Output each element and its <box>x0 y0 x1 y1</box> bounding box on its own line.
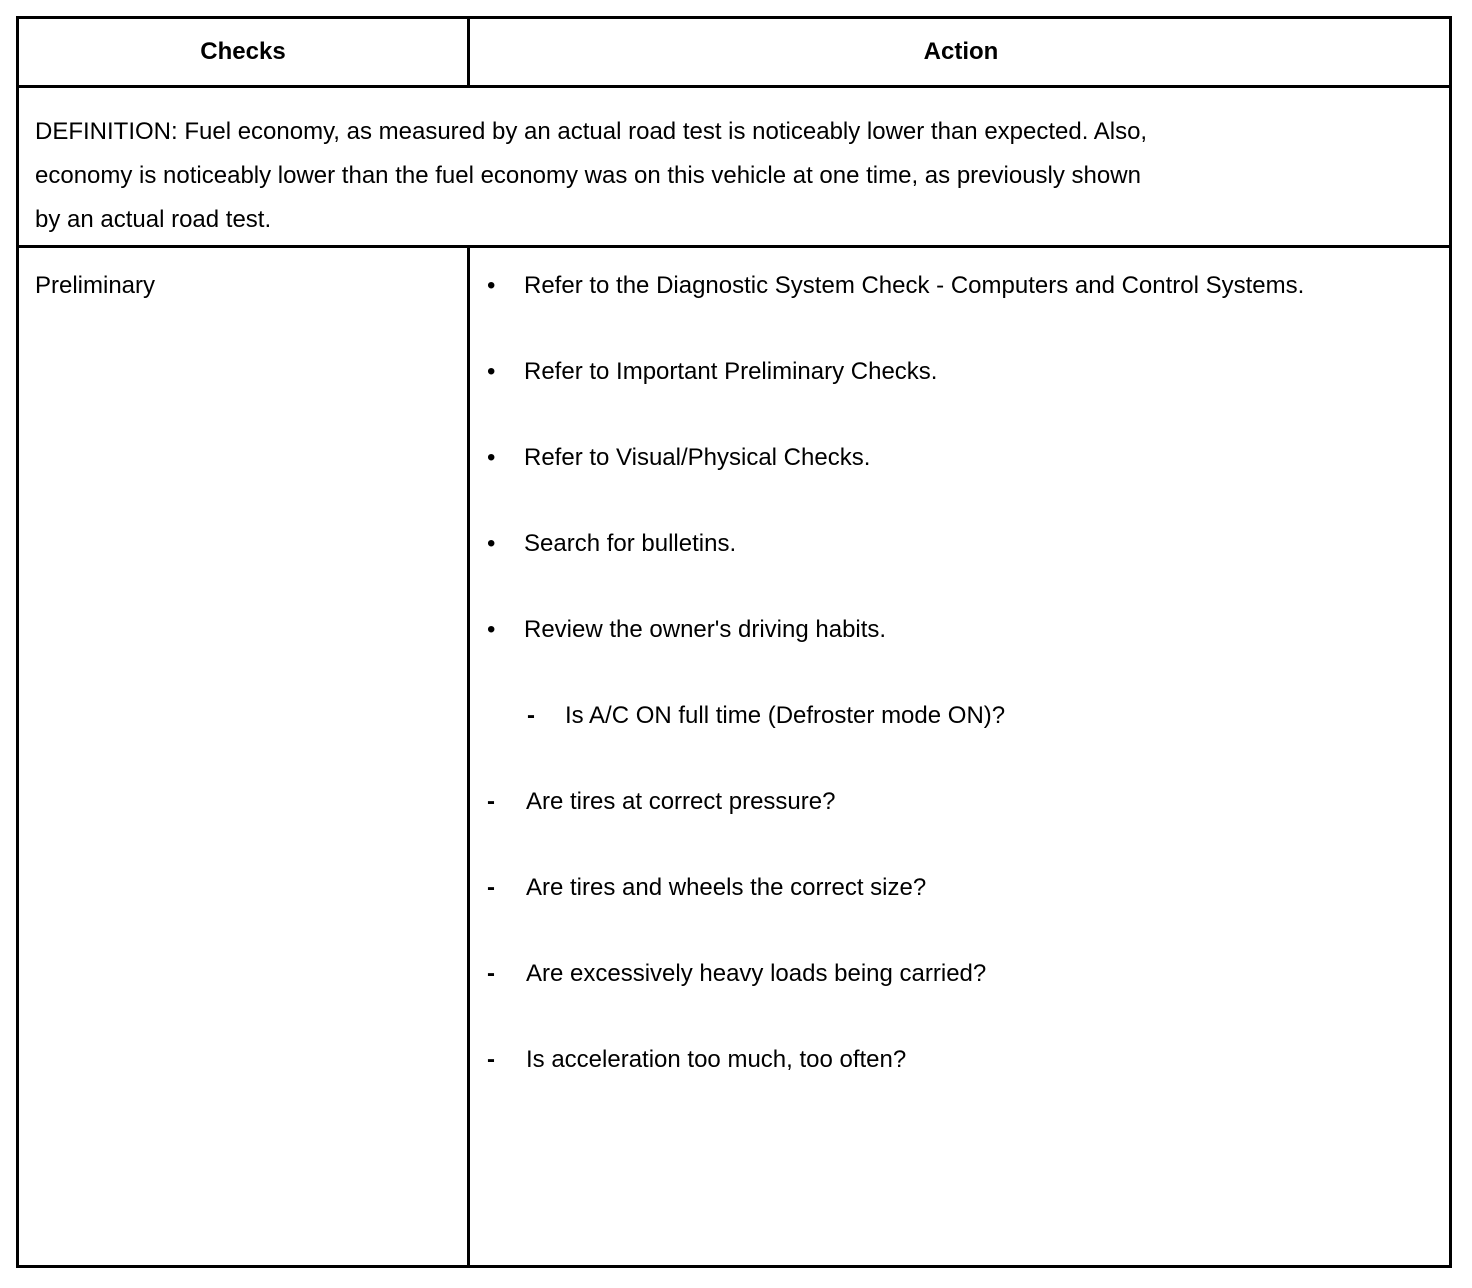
action-text: Refer to the Diagnostic System Check - Computers and Control Systems. <box>524 272 1305 299</box>
action-text: Refer to Visual/Physical Checks. <box>524 444 871 471</box>
table-row <box>19 248 1449 1268</box>
dash-marker: - <box>487 874 495 901</box>
bullet-marker: • <box>487 444 496 471</box>
dash-marker: - <box>527 702 535 729</box>
bullet-marker: • <box>487 272 496 299</box>
definition-text <box>35 110 1415 242</box>
bullet-marker: • <box>487 530 496 557</box>
table-header-row <box>19 19 1449 88</box>
diagnostic-table <box>16 16 1452 1268</box>
action-text: Review the owner's driving habits. <box>524 616 887 643</box>
header-checks: Checks <box>200 38 286 65</box>
dash-marker: - <box>487 960 495 987</box>
check-preliminary: Preliminary <box>35 272 156 299</box>
dash-marker: - <box>487 788 495 815</box>
bullet-marker: • <box>487 358 496 385</box>
action-text: Is A/C ON full time (Defroster mode ON)? <box>565 702 1006 729</box>
definition-row <box>19 88 1449 248</box>
action-text: Are tires at correct pressure? <box>526 788 836 815</box>
dash-marker: - <box>487 1046 495 1073</box>
definition-line: DEFINITION: Fuel economy, as measured by an actual road test is noticeably lower than expected. Also, <box>35 118 1148 145</box>
action-text: Is acceleration too much, too often? <box>526 1046 907 1073</box>
definition-line: economy is noticeably lower than the fuel economy was on this vehicle at one time, as previously shown <box>35 162 1141 189</box>
definition-line: by an actual road test. <box>35 206 272 233</box>
action-text: Are tires and wheels the correct size? <box>526 874 927 901</box>
action-text: Are excessively heavy loads being carried? <box>526 960 987 987</box>
action-text: Search for bulletins. <box>524 530 737 557</box>
action-text: Refer to Important Preliminary Checks. <box>524 358 938 385</box>
bullet-marker: • <box>487 616 496 643</box>
header-action: Action <box>923 38 999 65</box>
column-divider <box>467 248 470 1268</box>
